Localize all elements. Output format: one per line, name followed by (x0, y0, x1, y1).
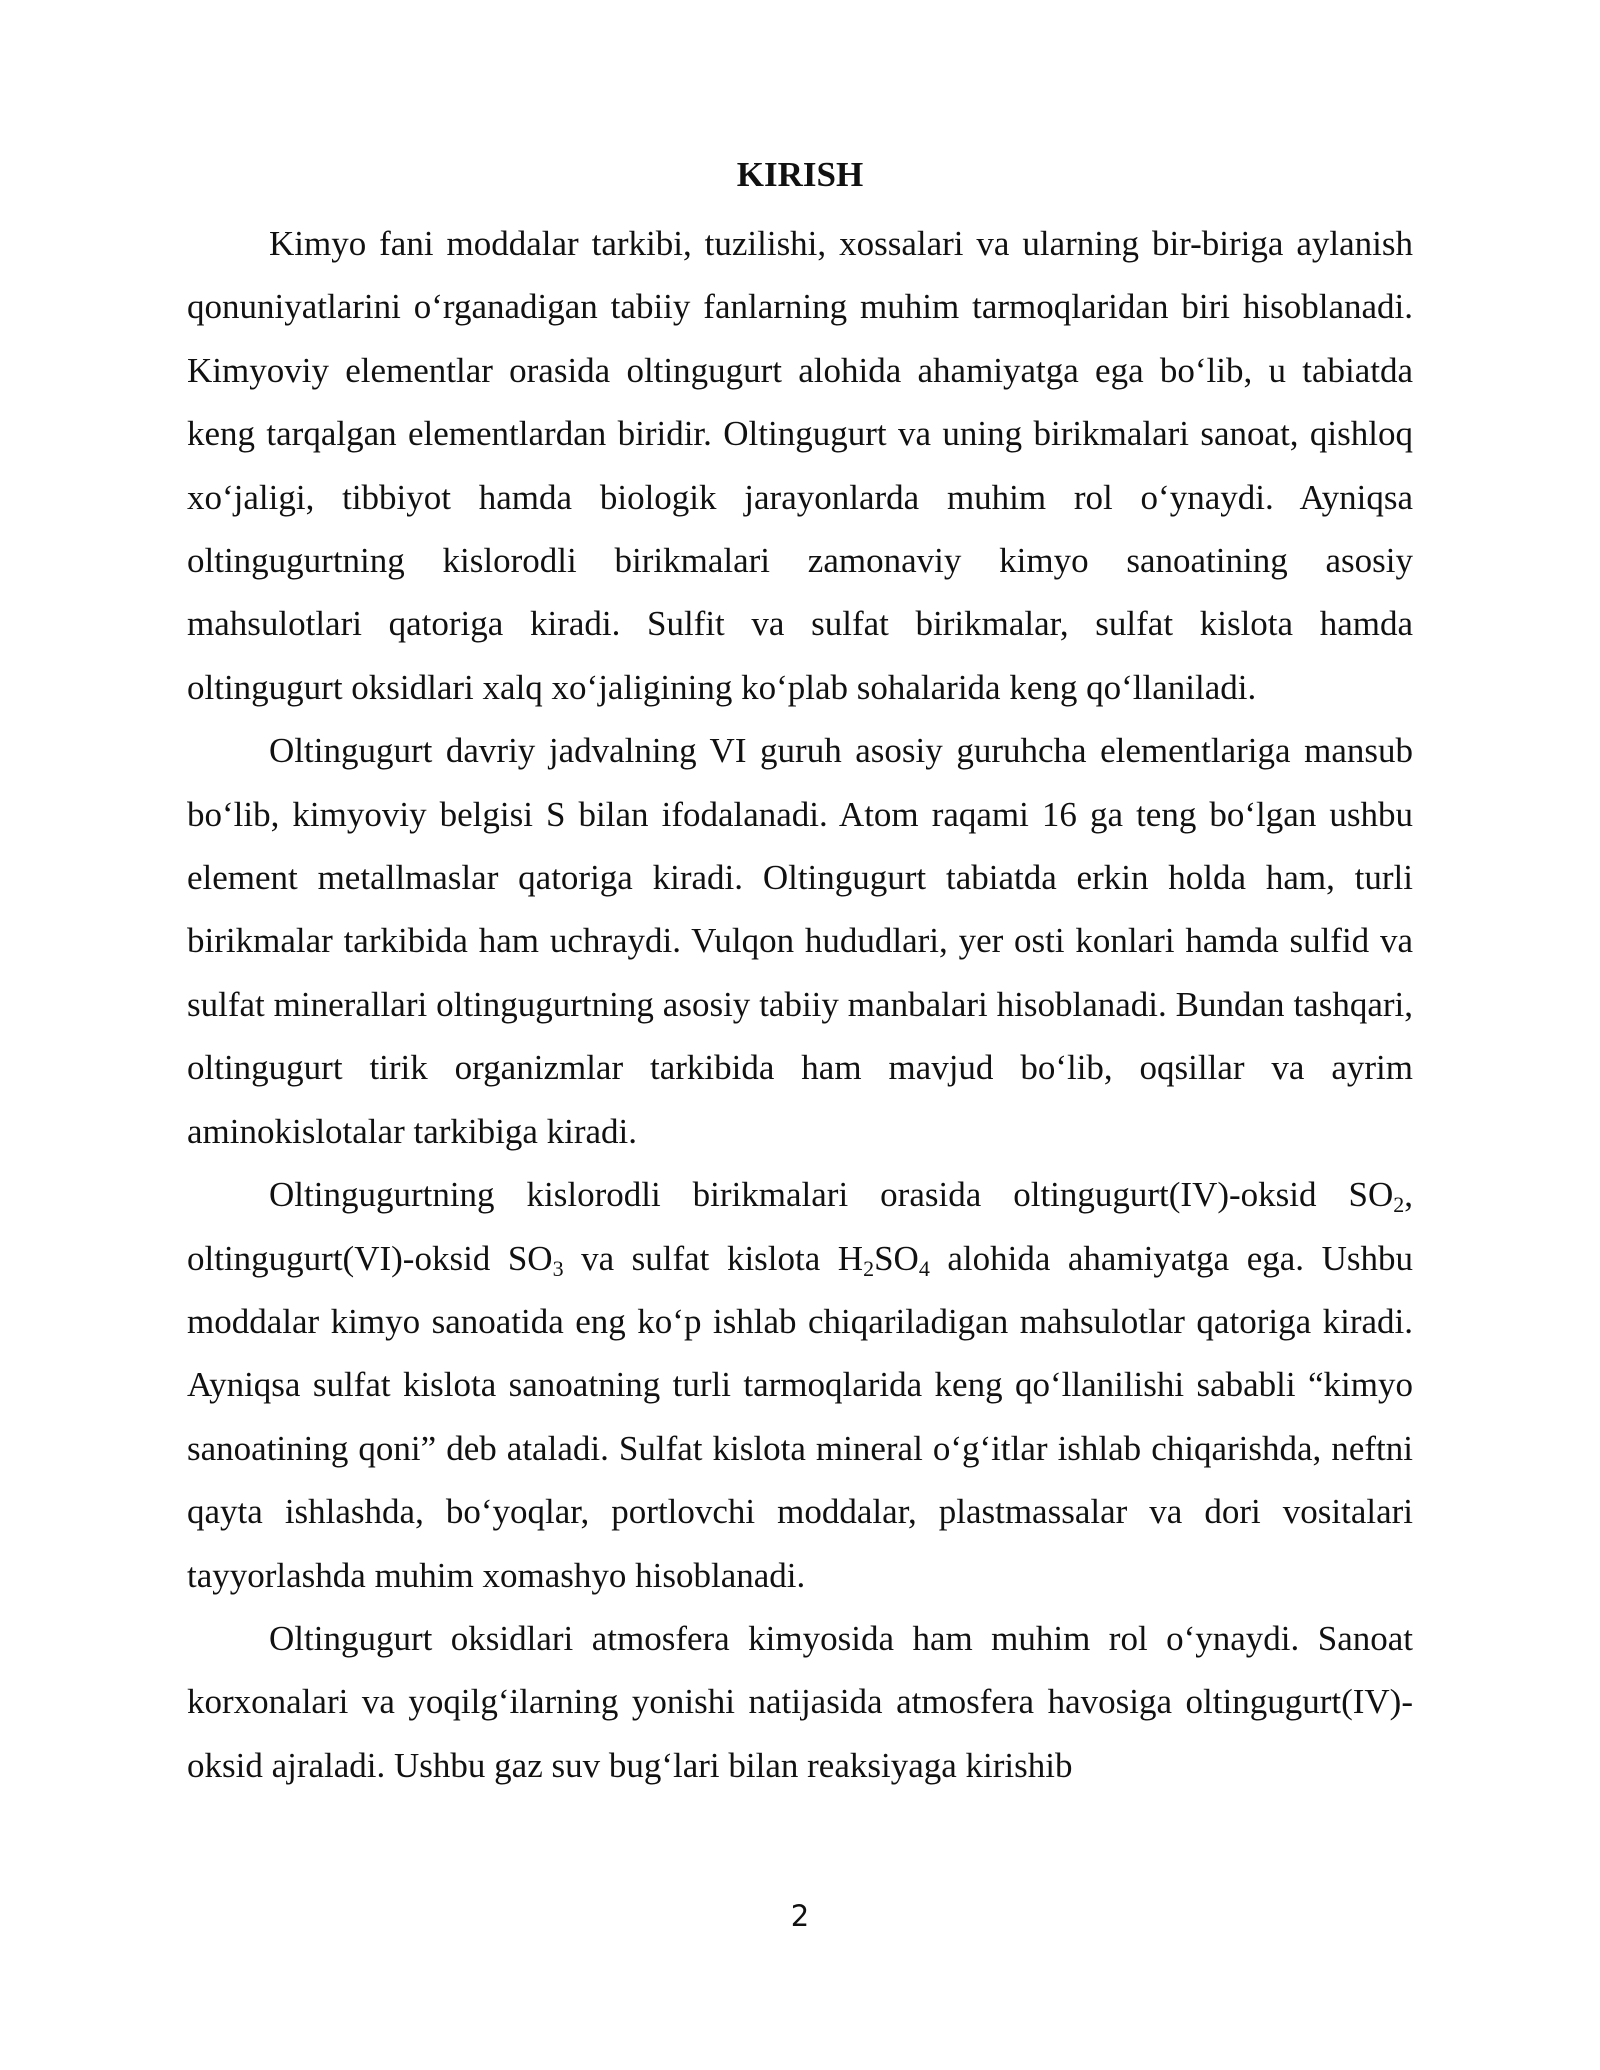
paragraph-text: va sulfat kislota H (563, 1238, 864, 1278)
paragraph-text: SO (874, 1238, 919, 1278)
page-number: 2 (790, 1899, 810, 1933)
paragraph-oxygen-compounds (187, 1163, 1413, 1607)
subscript: 4 (918, 1255, 930, 1281)
paragraph-intro (187, 212, 1413, 719)
paragraph-text: , oltingugurt(VI)-oksid SO (187, 1175, 1413, 1278)
paragraph-atmosphere (187, 1607, 1413, 1797)
paragraph-sulfur-element (187, 719, 1413, 1163)
body-text (187, 212, 1413, 1797)
subscript: 2 (863, 1255, 875, 1281)
subscript: 3 (552, 1255, 564, 1281)
paragraph-text: Oltingugurtning kislorodli birikmalari orasida oltingugurt(IV)-oksid SO (269, 1175, 1394, 1215)
paragraph-text: Kimyo fani moddalar tarkibi, tuzilishi, xossalari va ularning bir-biriga aylanish qonuniyatlarini o‘rganadigan tabiiy fanlarning muhim tarmoqlaridan biri hisoblanadi. Kimyoviy elementlar orasida oltingugurt alohida ahamiyatga ega bo‘lib, u tabiatda keng tarqalgan elementlardan biridir. Oltingugurt va uning birikmalari sanoat, qishloq xo‘jaligi, tibbiyot hamda biologik jarayonlarda muhim rol o‘ynaydi. Ayniqsa oltingugurtning kislorodli birikmalari zamonaviy kimyo sanoatining asosiy mahsulotlari qatoriga kiradi. Sulfit va sulfat birikmalar, sulfat kislota hamda oltingugurt oksidlari xalq xo‘jaligining ko‘plab sohalarida keng qo‘llaniladi. (187, 224, 1413, 707)
paragraph-text: alohida ahamiyatga ega. Ushbu moddalar kimyo sanoatida eng ko‘p ishlab chiqariladigan mahsulotlar qatoriga kiradi. Ayniqsa sulfat kislota sanoatning turli tarmoqlarida keng qo‘llanilishi sababli “kimyo sanoatining qoni” deb ataladi. Sulfat kislota mineral o‘g‘itlar ishlab chiqarishda, neftni qayta ishlashda, bo‘yoqlar, portlovchi moddalar, plastmassalar va dori vositalari tayyorlashda muhim xomashyo hisoblanadi. (187, 1238, 1413, 1595)
subscript: 2 (1393, 1192, 1405, 1218)
paragraph-text: Oltingugurt oksidlari atmosfera kimyosida ham muhim rol o‘ynaydi. Sanoat korxonalari va yoqilg‘ilarning yonishi natijasida atmosfera havosiga oltingugurt(IV)-oksid ajraladi. Ushbu gaz suv bug‘lari bilan reaksiyaga kirishib (187, 1618, 1413, 1785)
paragraph-text: Oltingugurt davriy jadvalning VI guruh asosiy guruhcha elementlariga mansub bo‘lib, kimyoviy belgisi S bilan ifodalanadi. Atom raqami 16 ga teng bo‘lgan ushbu element metallmaslar qatoriga kiradi. Oltingugurt tabiatda erkin holda ham, turli birikmalar tarkibida ham uchraydi. Vulqon hududlari, yer osti konlari hamda sulfid va sulfat minerallari oltingugurtning asosiy tabiiy manbalari hisoblanadi. Bundan tashqari, oltingugurt tirik organizmlar tarkibida ham mavjud bo‘lib, oqsillar va ayrim aminokislotalar tarkibiga kiradi. (187, 731, 1413, 1151)
page-title: KIRISH (736, 155, 864, 194)
